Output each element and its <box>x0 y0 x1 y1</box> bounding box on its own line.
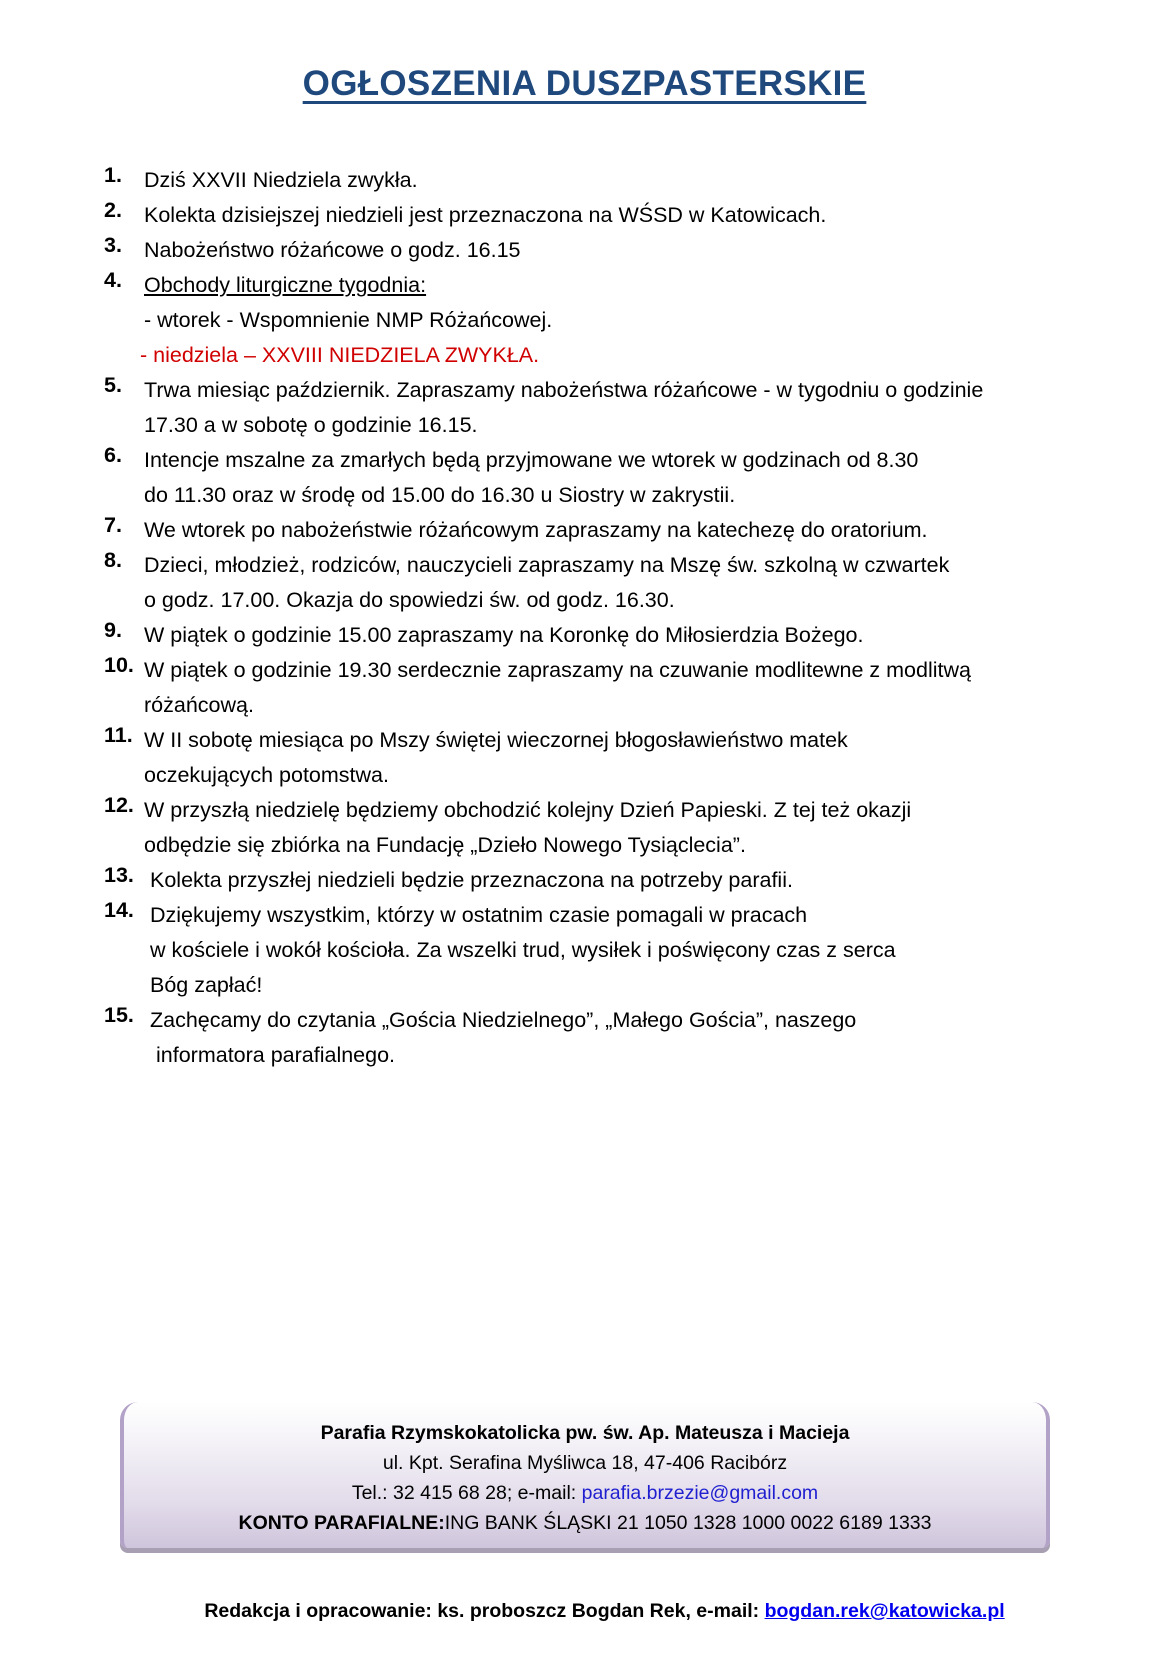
item-number: 1. <box>104 163 122 187</box>
item-number: 14. <box>104 898 134 922</box>
list-item <box>104 898 1144 1003</box>
parish-contact <box>124 1478 1046 1508</box>
item-number: 13. <box>104 863 134 887</box>
editor-email-link[interactable]: bogdan.rek@katowicka.pl <box>764 1600 1005 1622</box>
item-text: Nabożeństwo różańcowe o godz. 16.15 <box>144 238 521 262</box>
list-item <box>104 548 1144 618</box>
item-number: 15. <box>104 1003 134 1027</box>
item-number: 9. <box>104 618 122 642</box>
list-item <box>104 618 1144 653</box>
account-number: ING BANK ŚLĄSKI 21 1050 1328 1000 0022 6189 1333 <box>444 1512 932 1534</box>
list-item <box>104 1003 1144 1073</box>
credit-label: Redakcja i opracowanie: ks. proboszcz Bogdan Rek, e-mail: <box>204 1600 765 1622</box>
announcements-list <box>104 163 1144 1073</box>
item-text: W II sobotę miesiąca po Mszy świętej wieczornej błogosławieństwo matek <box>144 728 848 752</box>
item-number: 5. <box>104 373 122 397</box>
parish-address: ul. Kpt. Serafina Myśliwca 18, 47-406 Racibórz <box>382 1452 788 1474</box>
item-number: 7. <box>104 513 122 537</box>
list-item <box>104 163 1144 198</box>
editorial-credit <box>0 1600 1169 1623</box>
parish-info-box <box>120 1402 1050 1548</box>
list-item <box>104 793 1144 863</box>
item-number: 12. <box>104 793 134 817</box>
item-text: Dziękujemy wszystkim, którzy w ostatnim czasie pomagali w pracach <box>150 903 808 927</box>
account-label: KONTO PARAFIALNE: <box>238 1512 445 1534</box>
phone-label: Tel.: 32 415 68 28; e-mail: <box>351 1482 582 1504</box>
item-text: W przyszłą niedzielę będziemy obchodzić kolejny Dzień Papieski. Z tej też okazji <box>144 798 912 822</box>
item-text: Intencje mszalne za zmarłych będą przyjmowane we wtorek w godzinach od 8.30 <box>144 448 919 472</box>
item-number: 3. <box>104 233 122 257</box>
list-item <box>104 723 1144 793</box>
item-number: 6. <box>104 443 122 467</box>
item-text: w kościele i wokół kościoła. Za wszelki trud, wysiłek i poświęcony czas z serca <box>150 938 896 962</box>
parish-email-link[interactable]: parafia.brzezie@gmail.com <box>581 1482 819 1504</box>
page-title-text: OGŁOSZENIA DUSZPASTERSKIE <box>302 64 867 103</box>
item-number: 2. <box>104 198 122 222</box>
liturgical-entry-highlight: - niedziela – XXVIII NIEDZIELA ZWYKŁA. <box>140 343 540 367</box>
item-text: W piątek o godzinie 15.00 zapraszamy na Koronkę do Miłosierdzia Bożego. <box>144 623 864 647</box>
item-text: o godz. 17.00. Okazja do spowiedzi św. od godz. 16.30. <box>144 588 675 612</box>
item-text: odbędzie się zbiórka na Fundację „Dzieło Nowego Tysiąclecia”. <box>144 833 746 857</box>
item-number: 4. <box>104 268 122 292</box>
list-item <box>104 443 1144 513</box>
list-item <box>104 653 1144 723</box>
item-number: 8. <box>104 548 122 572</box>
list-item <box>104 863 1144 898</box>
item-heading: Obchody liturgiczne tygodnia: <box>144 273 427 297</box>
item-text: Bóg zapłać! <box>150 973 263 997</box>
list-item <box>104 513 1144 548</box>
item-text: 17.30 a w sobotę o godzinie 16.15. <box>144 413 478 437</box>
list-item <box>104 373 1144 443</box>
item-text: W piątek o godzinie 19.30 serdecznie zapraszamy na czuwanie modlitewne z modlitwą <box>144 658 971 682</box>
item-number: 10. <box>104 653 134 677</box>
list-item <box>104 233 1144 268</box>
item-text: We wtorek po nabożeństwie różańcowym zapraszamy na katechezę do oratorium. <box>144 518 928 542</box>
list-item <box>104 268 1144 303</box>
item-text: Dzieci, młodzież, rodziców, nauczycieli zapraszamy na Mszę św. szkolną w czwartek <box>144 553 950 577</box>
item-text: do 11.30 oraz w środę od 15.00 do 16.30 u Siostry w zakrystii. <box>144 483 736 507</box>
item-text: Kolekta przyszłej niedzieli będzie przeznaczona na potrzeby parafii. <box>150 868 793 892</box>
list-item <box>104 198 1144 233</box>
parish-account <box>124 1508 1046 1538</box>
item-text: różańcową. <box>144 693 254 717</box>
item-text: Kolekta dzisiejszej niedzieli jest przeznaczona na WŚSD w Katowicach. <box>144 203 827 227</box>
page-title <box>0 64 1169 104</box>
liturgical-entry: - wtorek - Wspomnienie NMP Różańcowej. <box>144 308 553 332</box>
item-text: oczekujących potomstwa. <box>144 763 389 787</box>
item-number: 11. <box>104 723 133 747</box>
parish-name: Parafia Rzymskokatolicka pw. św. Ap. Mateusza i Macieja <box>320 1422 850 1444</box>
item-text: informatora parafialnego. <box>156 1043 396 1067</box>
item-text: Trwa miesiąc październik. Zapraszamy nabożeństwa różańcowe - w tygodniu o godzinie <box>144 378 984 402</box>
item-text: Zachęcamy do czytania „Gościa Niedzielnego”, „Małego Gościa”, naszego <box>150 1008 857 1032</box>
item-text: Dziś XXVII Niedziela zwykła. <box>144 168 418 192</box>
